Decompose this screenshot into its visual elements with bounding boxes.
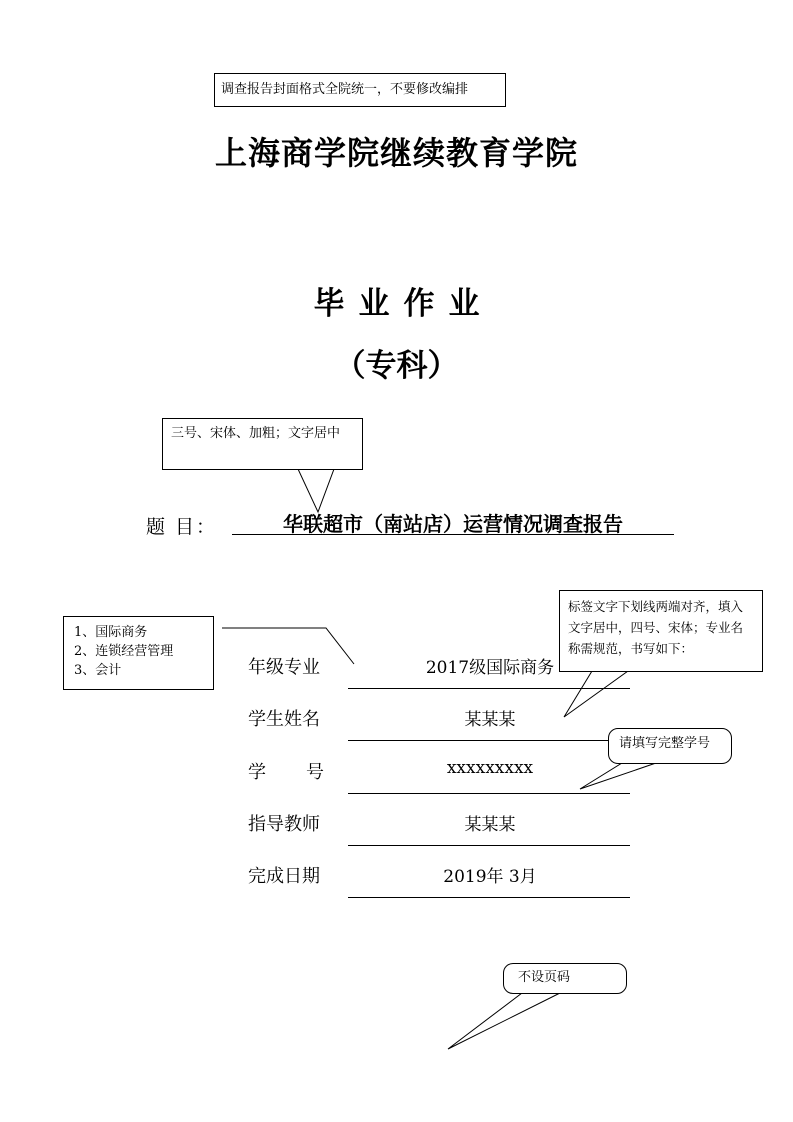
font-note-text: 三号、宋体、加粗；文字居中	[171, 426, 341, 441]
field-value-grade-major: 2017级国际商务	[425, 658, 555, 678]
major-option: 1、国际商务	[74, 625, 148, 640]
cover-format-note	[214, 73, 506, 107]
page-number-note	[503, 963, 627, 994]
field-underline	[348, 740, 630, 741]
font-note	[162, 418, 363, 470]
page-number-note-text: 不设页码	[518, 970, 571, 985]
student-id-note-text: 请填写完整学号	[619, 736, 711, 751]
cover-format-note-text: 调查报告封面格式全院统一，不要修改编排	[221, 82, 469, 97]
field-value-student-id: xxxxxxxxx	[446, 758, 534, 778]
label-alignment-note-text: 标签文字下划线两端对齐，填入文字居中，四号、宋体；专业名称需规范，书写如下：	[568, 599, 744, 656]
title-label: 题 目：	[146, 516, 218, 538]
field-value-completion-date: 2019年 3月	[443, 867, 537, 887]
font-note-pointer	[298, 469, 334, 512]
major-option: 3、会计	[74, 663, 122, 678]
field-underline	[348, 897, 630, 898]
field-underline	[348, 845, 630, 846]
field-label-completion-date: 完成日期	[248, 866, 320, 887]
field-label-student-name: 学生姓名	[248, 709, 320, 730]
major-options-list	[63, 616, 214, 690]
page-number-pointer	[448, 993, 560, 1049]
report-title: 华联超市（南站店）运营情况调查报告	[232, 508, 674, 535]
document-type: 毕业作业	[313, 286, 494, 322]
student-id-note	[608, 728, 732, 764]
field-underline	[348, 793, 630, 794]
field-label-grade-major: 年级专业	[248, 657, 320, 678]
field-value-advisor: 某某某	[464, 815, 516, 835]
field-value-student-name: 某某某	[464, 710, 516, 730]
college-name: 上海商学院继续教育学院	[214, 134, 578, 172]
field-underline	[348, 688, 630, 689]
label-alignment-note	[559, 590, 763, 672]
field-label-student-id: 学 号	[248, 762, 324, 783]
education-level: （专科）	[334, 348, 459, 384]
major-option: 2、连锁经营管理	[74, 644, 174, 659]
field-label-advisor: 指导教师	[248, 814, 320, 835]
